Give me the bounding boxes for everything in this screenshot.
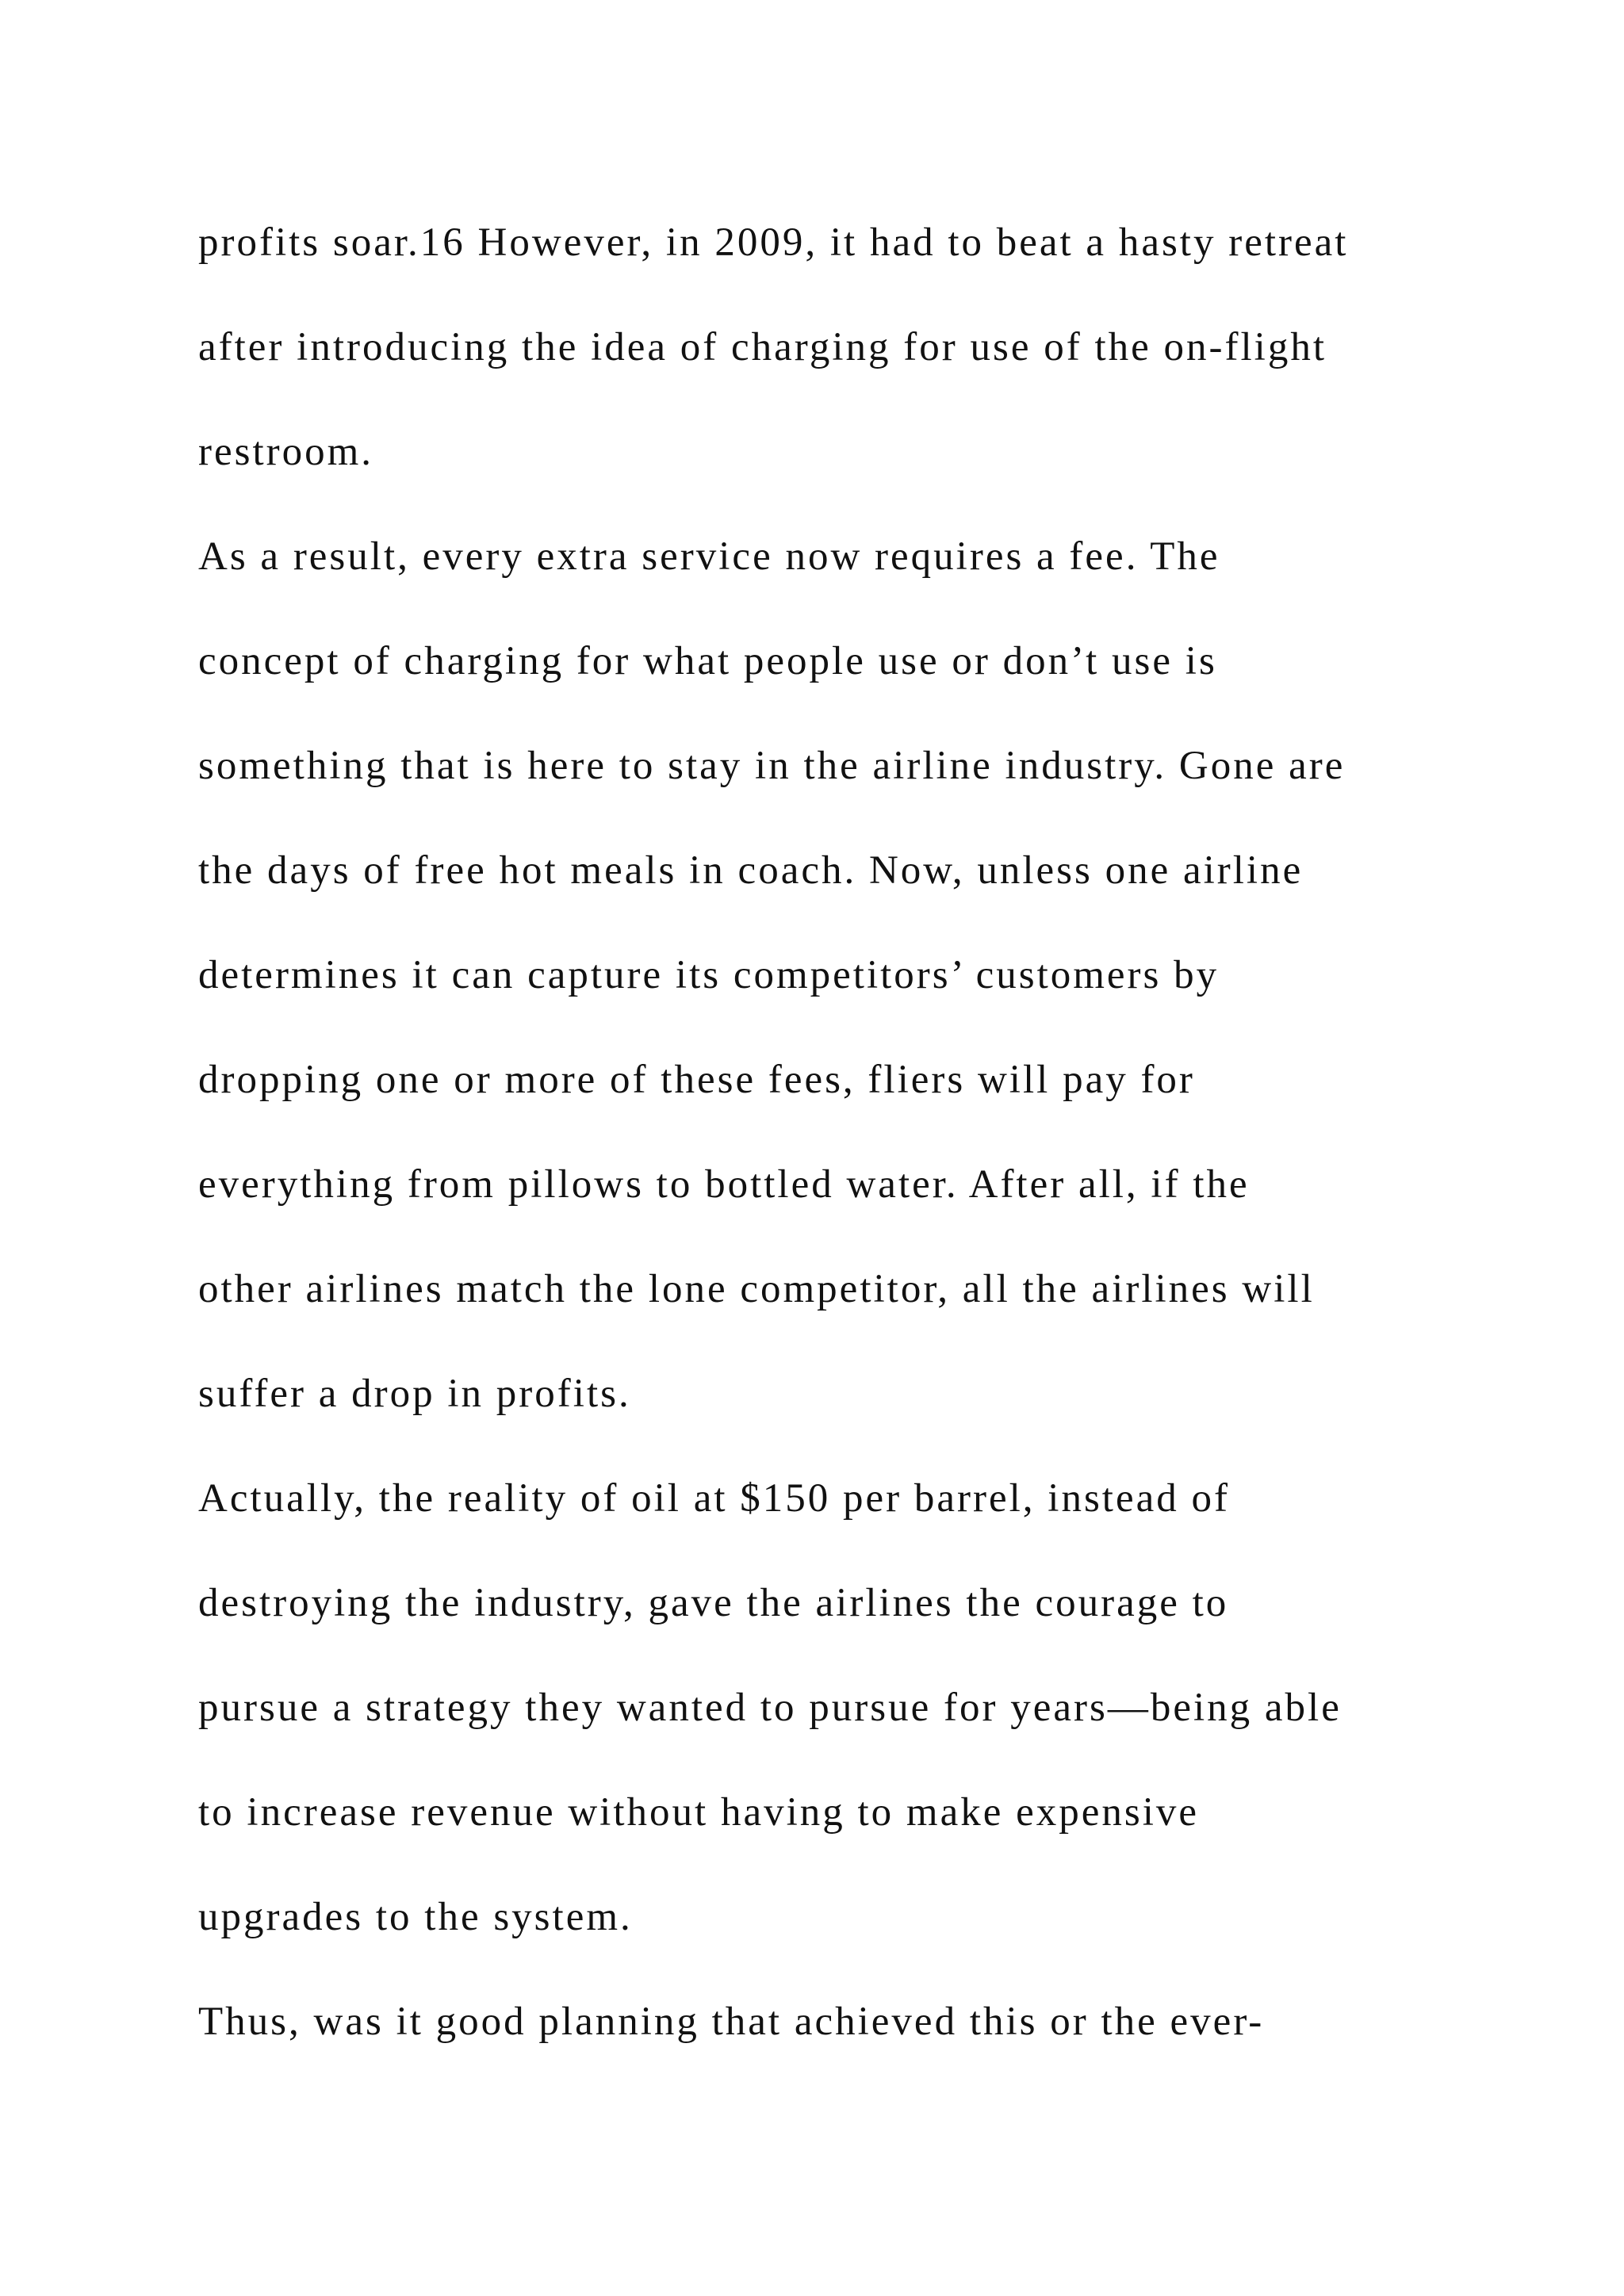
text-line: everything from pillows to bottled water. After all, if the bbox=[198, 1162, 1250, 1207]
text-line: As a result, every extra service now requires a fee. The bbox=[198, 534, 1220, 579]
text-line: Thus, was it good planning that achieved this or the ever- bbox=[198, 1999, 1265, 2044]
text-line: Actually, the reality of oil at $150 per barrel, instead of bbox=[198, 1476, 1230, 1521]
text-line: the days of free hot meals in coach. Now, unless one airline bbox=[198, 848, 1304, 893]
text-line: other airlines match the lone competitor, all the airlines will bbox=[198, 1267, 1315, 1311]
body-text bbox=[198, 190, 1467, 2074]
text-line: dropping one or more of these fees, fliers will pay for bbox=[198, 1058, 1195, 1102]
text-line: determines it can capture its competitors’ customers by bbox=[198, 953, 1220, 997]
text-line: suffer a drop in profits. bbox=[198, 1372, 631, 1416]
text-line: after introducing the idea of charging for use of the on-flight bbox=[198, 325, 1327, 369]
text-line: something that is here to stay in the airline industry. Gone are bbox=[198, 744, 1346, 788]
text-line: pursue a strategy they wanted to pursue for years—being able bbox=[198, 1686, 1342, 1730]
text-line: upgrades to the system. bbox=[198, 1895, 633, 1939]
text-line: to increase revenue without having to make expensive bbox=[198, 1790, 1200, 1835]
text-line: restroom. bbox=[198, 430, 374, 474]
text-line: destroying the industry, gave the airlines the courage to bbox=[198, 1581, 1229, 1625]
text-line: concept of charging for what people use or don’t use is bbox=[198, 639, 1217, 683]
text-line: profits soar.16 However, in 2009, it had to beat a hasty retreat bbox=[198, 220, 1349, 265]
